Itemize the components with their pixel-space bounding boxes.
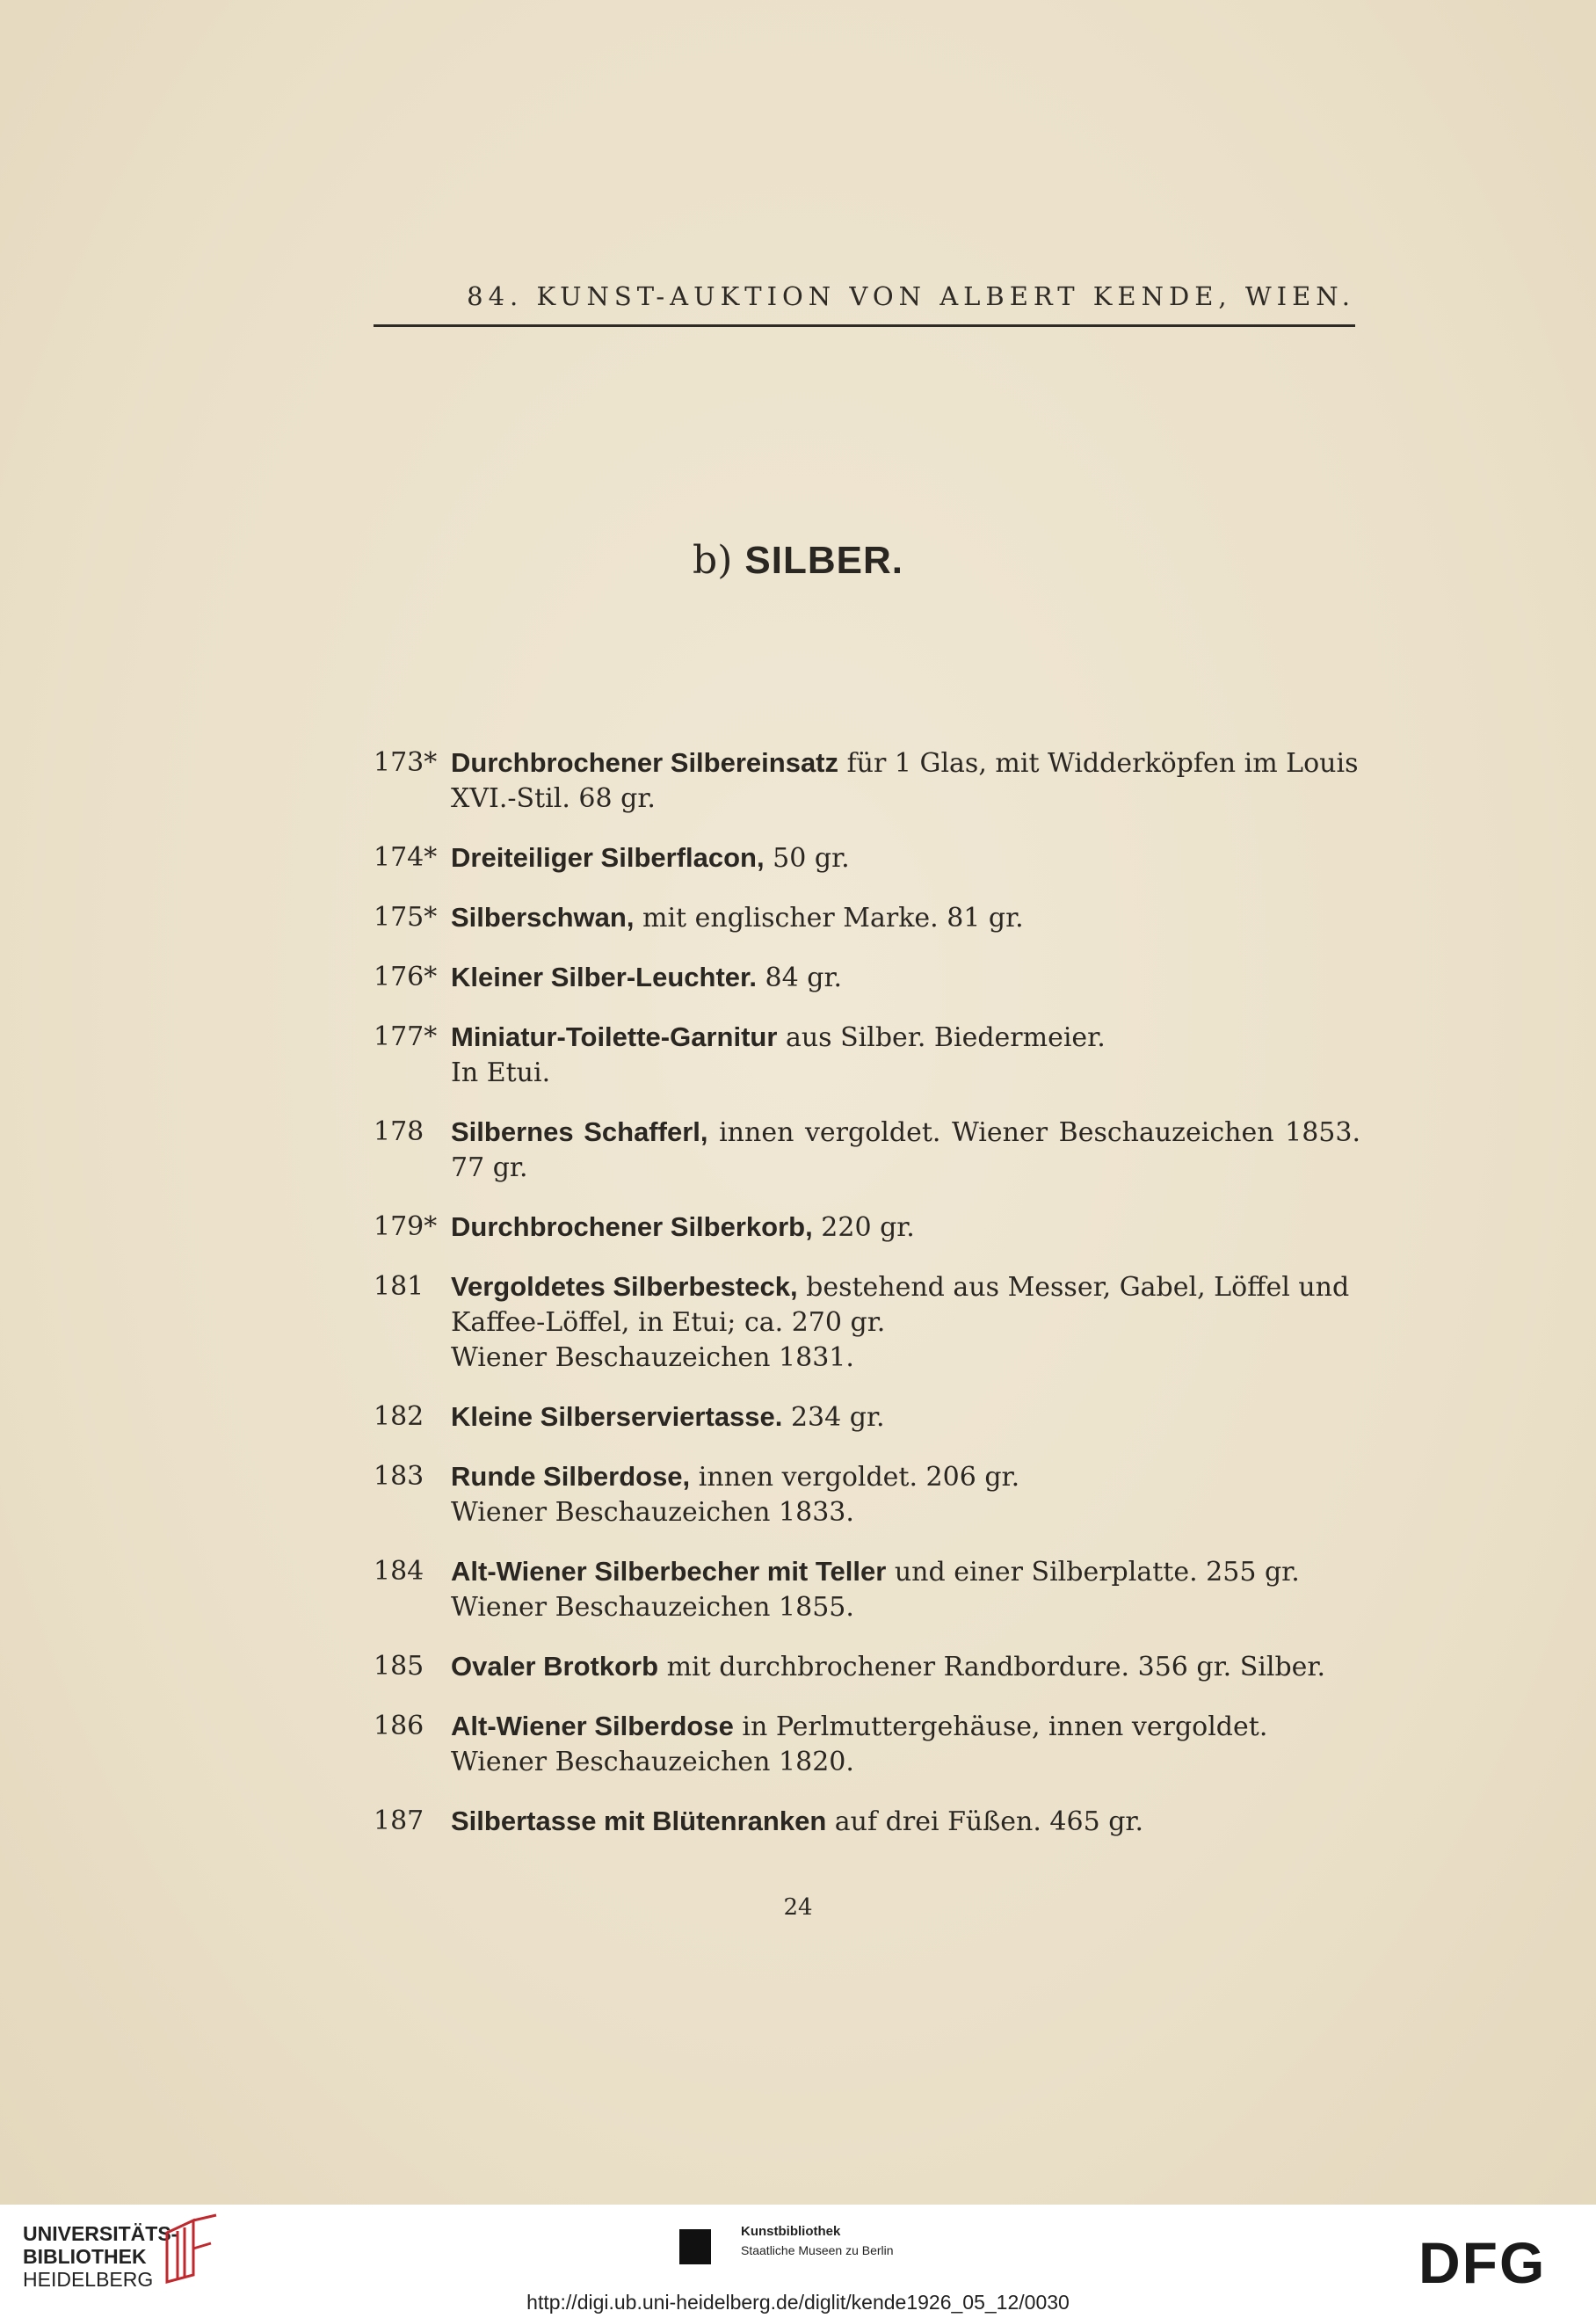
entry-number: 186 [374,1711,424,1741]
entry-number: 181 [374,1271,424,1302]
ub-logo-line3: HEIDELBERG [23,2268,154,2291]
entry-line: Wiener Beschauzeichen 1833. [451,1497,854,1528]
entry-line [451,1269,1360,1305]
entry-description [451,1554,1360,1625]
catalog-entry [374,1020,1360,1091]
entry-number: 182 [374,1401,424,1432]
entry-title: Kleine Silberserviertasse. [451,1401,783,1432]
entry-line [451,900,1360,936]
entry-line [451,1399,1360,1435]
entry-description [451,1459,1360,1530]
running-header: 84. KUNST-AUKTION VON ALBERT KENDE, WIEN. [467,281,1355,311]
entry-line [451,1459,1360,1495]
entry-number: 176* [374,962,438,992]
entry-description [451,900,1360,936]
entry-description [451,1020,1360,1091]
entry-number: 187 [374,1806,424,1836]
entry-text: 234 gr. [790,1402,885,1433]
entry-description [451,745,1360,817]
entry-number: 178 [374,1116,424,1147]
entry-title: Durchbrochener Silberkorb, [451,1211,813,1242]
dfg-logo[interactable]: DFG [1418,2230,1547,2295]
entry-number: 177* [374,1021,438,1052]
entry-line [451,1115,1360,1186]
kunstbibliothek-icon [679,2229,711,2264]
entry-description [451,1399,1360,1435]
entry-text: 50 gr. [773,843,850,874]
entry-text: auf drei Füßen. 465 gr. [834,1806,1143,1837]
entry-number: 174* [374,842,438,873]
section-prefix: b) [693,538,733,583]
entry-title: Dreiteiliger Silberflacon, [451,842,765,873]
entry-text: und einer Silberplatte. 255 gr. [894,1557,1300,1588]
entry-number: 173* [374,747,438,778]
entry-number: 183 [374,1461,424,1492]
ub-emblem-icon [158,2213,221,2284]
entry-number: 184 [374,1556,424,1587]
section-name: SILBER. [744,539,903,582]
entry-text: aus Silber. Biedermeier. [785,1022,1106,1053]
catalog-entry [374,1115,1360,1186]
entry-number: 185 [374,1651,424,1682]
catalog-entry [374,1210,1360,1246]
catalog-entry [374,1554,1360,1625]
entry-title: Silbertasse mit Blütenranken [451,1806,827,1836]
entry-description [451,1269,1360,1376]
entry-text: mit durchbrochener Randbordure. 356 gr. Silber. [666,1652,1326,1682]
entry-title: Ovaler Brotkorb [451,1651,659,1682]
entry-description [451,1709,1360,1780]
catalog-entry [374,745,1360,817]
entry-text: bestehend aus Messer, Gabel, Löffel und [806,1272,1350,1303]
entry-line [451,1210,1360,1246]
entry-description [451,960,1360,996]
entry-line [451,1649,1360,1685]
entry-line [451,1554,1360,1590]
catalog-entries [374,745,1360,1864]
entry-title: Kleiner Silber-Leuchter. [451,962,757,992]
entry-number: 175* [374,902,438,933]
entry-line: Wiener Beschauzeichen 1820. [451,1747,854,1777]
catalog-entry [374,840,1360,876]
entry-line: Wiener Beschauzeichen 1855. [451,1592,854,1623]
entry-description [451,1115,1360,1186]
entry-description [451,1804,1360,1840]
catalog-entry [374,1804,1360,1840]
entry-title: Silbernes Schafferl, [451,1116,708,1147]
ub-heidelberg-logo[interactable] [23,2222,178,2291]
entry-line [451,1020,1360,1056]
entry-line [451,960,1360,996]
entry-title: Alt-Wiener Silberbecher mit Teller [451,1556,887,1587]
entry-description [451,1649,1360,1685]
entry-title: Vergoldetes Silberbesteck, [451,1271,798,1302]
catalog-entry [374,1269,1360,1376]
catalog-entry [374,1649,1360,1685]
entry-line [451,1709,1360,1745]
entry-text: innen vergoldet. Wiener Beschauzeichen 1853. 77 gr. [451,1117,1360,1183]
entry-title: Durchbrochener Silbereinsatz [451,747,839,778]
catalog-entry [374,1459,1360,1530]
entry-line: Kaffee-Löffel, in Etui; ca. 270 gr. [451,1307,886,1338]
entry-line [451,1804,1360,1840]
kb-logo-line1: Kunstbibliothek [741,2224,841,2239]
ub-logo-line1: UNIVERSITÄTS- [23,2222,178,2245]
page-url[interactable]: http://digi.ub.uni-heidelberg.de/diglit/kende1926_05_12/0030 [526,2291,1070,2314]
entry-text: innen vergoldet. 206 gr. [698,1462,1020,1493]
entry-text: mit englischer Marke. 81 gr. [642,903,1024,934]
entry-text: in Perlmuttergehäuse, innen vergoldet. [742,1711,1268,1742]
entry-line [451,840,1360,876]
entry-text: 220 gr. [821,1212,915,1243]
entry-description [451,840,1360,876]
entry-title: Runde Silberdose, [451,1461,691,1492]
entry-title: Silberschwan, [451,902,635,933]
entry-text: für 1 Glas, mit Widderköpfen im Louis [846,748,1359,779]
page-number: 24 [783,1894,813,1921]
ub-logo-line2: BIBLIOTHEK [23,2245,147,2268]
catalog-entry [374,1399,1360,1435]
kb-logo-line2: Staatliche Museen zu Berlin [741,2243,894,2257]
header-rule [374,324,1355,327]
entry-description [451,1210,1360,1246]
entry-title: Alt-Wiener Silberdose [451,1711,734,1741]
entry-line: Wiener Beschauzeichen 1831. [451,1342,854,1373]
entry-title: Miniatur-Toilette-Garnitur [451,1021,778,1052]
entry-line: In Etui. [451,1057,551,1088]
entry-text: 84 gr. [765,963,843,993]
catalog-entry [374,900,1360,936]
entry-line [451,745,1360,781]
catalog-entry [374,960,1360,996]
entry-number: 179* [374,1211,438,1242]
entry-line: XVI.-Stil. 68 gr. [451,783,656,814]
section-title [0,538,1596,583]
catalog-entry [374,1709,1360,1780]
